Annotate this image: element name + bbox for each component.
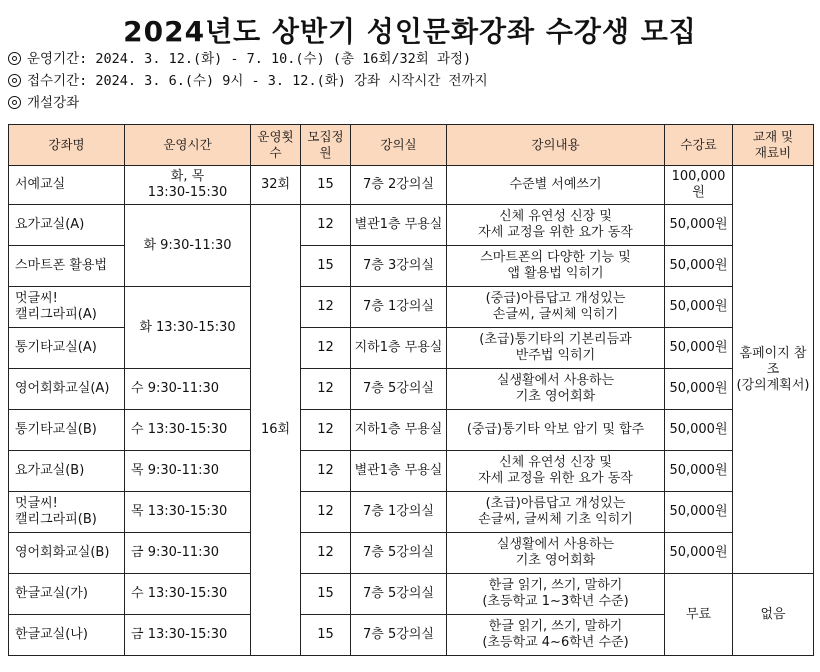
course-content: 신체 유연성 신장 및 자세 교정을 위한 요가 동작	[447, 205, 665, 246]
course-fee: 50,000원	[665, 451, 733, 492]
course-time: 금 9:30-11:30	[125, 533, 251, 574]
course-content: (초급)아름답고 개성있는 손글씨, 글씨체 기초 익히기	[447, 492, 665, 533]
course-room: 7층 5강의실	[351, 533, 447, 574]
course-content: 신체 유연성 신장 및 자세 교정을 위한 요가 동작	[447, 451, 665, 492]
course-capacity: 15	[301, 574, 351, 615]
course-room: 지하1층 무용실	[351, 328, 447, 369]
header-course-name: 강좌명	[9, 125, 125, 166]
course-fee: 50,000원	[665, 287, 733, 328]
course-time: 수 13:30-15:30	[125, 410, 251, 451]
table-row	[9, 410, 814, 451]
course-name: 스마트폰 활용법	[9, 246, 125, 287]
course-capacity: 12	[301, 328, 351, 369]
course-count: 32회	[251, 166, 301, 205]
course-capacity: 15	[301, 615, 351, 656]
course-time: 수 9:30-11:30	[125, 369, 251, 410]
course-content: (중급)아름답고 개성있는 손글씨, 글씨체 익히기	[447, 287, 665, 328]
course-content: (초급)통기타의 기본리듬과 반주법 익히기	[447, 328, 665, 369]
course-name: 통기타교실(B)	[9, 410, 125, 451]
course-fee: 50,000원	[665, 410, 733, 451]
course-capacity: 12	[301, 451, 351, 492]
course-time: 목 13:30-15:30	[125, 492, 251, 533]
double-circle-icon	[8, 74, 21, 87]
course-fee: 50,000원	[665, 205, 733, 246]
course-room: 7층 1강의실	[351, 492, 447, 533]
course-capacity: 15	[301, 166, 351, 205]
course-name: 통기타교실(A)	[9, 328, 125, 369]
course-fee: 100,000원	[665, 166, 733, 205]
course-time: 화, 목 13:30-15:30	[125, 166, 251, 205]
course-name: 요가교실(A)	[9, 205, 125, 246]
course-content: 스마트폰의 다양한 기능 및 앱 활용법 익히기	[447, 246, 665, 287]
course-content: 한글 읽기, 쓰기, 말하기 (초등학교 1~3학년 수준)	[447, 574, 665, 615]
course-material-free: 없음	[733, 574, 814, 656]
info-application-period	[8, 72, 488, 90]
course-room: 7층 1강의실	[351, 287, 447, 328]
course-capacity: 12	[301, 369, 351, 410]
page-title: 2024년도 상반기 성인문화강좌 수강생 모집	[123, 15, 697, 48]
course-room: 7층 5강의실	[351, 369, 447, 410]
course-capacity: 12	[301, 410, 351, 451]
course-fee: 50,000원	[665, 369, 733, 410]
course-capacity: 12	[301, 205, 351, 246]
table-row	[9, 574, 814, 615]
course-room: 별관1층 무용실	[351, 205, 447, 246]
table-row	[9, 166, 814, 205]
course-name: 멋글씨! 캘리그라피(B)	[9, 492, 125, 533]
header-time: 운영시간	[125, 125, 251, 166]
course-time: 화 13:30-15:30	[125, 287, 251, 369]
operating-period-text: 운영기간: 2024. 3. 12.(화) - 7. 10.(수) (총 16회/32회 과정)	[27, 51, 472, 67]
course-capacity: 12	[301, 287, 351, 328]
double-circle-icon	[8, 52, 21, 65]
course-name: 요가교실(B)	[9, 451, 125, 492]
course-material-merged: 홈페이지 참조 (강의계획서)	[733, 166, 814, 574]
header-material: 교재 및 재료비	[733, 125, 814, 166]
course-room: 7층 5강의실	[351, 574, 447, 615]
course-room: 7층 5강의실	[351, 615, 447, 656]
course-capacity: 12	[301, 533, 351, 574]
course-room: 7층 2강의실	[351, 166, 447, 205]
course-content: (중급)통기타 악보 암기 및 합주	[447, 410, 665, 451]
course-content: 수준별 서예쓰기	[447, 166, 665, 205]
course-capacity: 12	[301, 492, 351, 533]
table-row	[9, 492, 814, 533]
course-count-merged: 16회	[251, 205, 301, 656]
course-room: 별관1층 무용실	[351, 451, 447, 492]
course-capacity: 15	[301, 246, 351, 287]
header-room: 강의실	[351, 125, 447, 166]
course-fee: 50,000원	[665, 492, 733, 533]
table-row	[9, 451, 814, 492]
course-fee-merged: 무료	[665, 574, 733, 656]
header-capacity: 모집정원	[301, 125, 351, 166]
table-row	[9, 287, 814, 328]
header-fee: 수강료	[665, 125, 733, 166]
info-operating-period	[8, 50, 471, 68]
course-content: 한글 읽기, 쓰기, 말하기 (초등학교 4~6학년 수준)	[447, 615, 665, 656]
courses-heading-text: 개설강좌	[27, 95, 80, 111]
info-courses-heading	[8, 94, 79, 112]
application-period-text: 접수기간: 2024. 3. 6.(수) 9시 - 3. 12.(화) 강좌 시작시간 전까지	[27, 73, 488, 89]
course-room: 7층 3강의실	[351, 246, 447, 287]
course-time: 화 9:30-11:30	[125, 205, 251, 287]
course-name: 한글교실(나)	[9, 615, 125, 656]
course-fee: 50,000원	[665, 246, 733, 287]
course-name: 영어회화교실(A)	[9, 369, 125, 410]
course-name: 영어회화교실(B)	[9, 533, 125, 574]
header-count: 운영횟수	[251, 125, 301, 166]
course-time: 목 9:30-11:30	[125, 451, 251, 492]
course-time: 금 13:30-15:30	[125, 615, 251, 656]
course-fee: 50,000원	[665, 533, 733, 574]
table-row	[9, 533, 814, 574]
table-row	[9, 205, 814, 246]
course-time: 수 13:30-15:30	[125, 574, 251, 615]
course-name: 멋글씨! 캘리그라피(A)	[9, 287, 125, 328]
table-header-row	[9, 125, 814, 166]
course-content: 실생활에서 사용하는 기초 영어회화	[447, 369, 665, 410]
course-name: 한글교실(가)	[9, 574, 125, 615]
course-fee: 50,000원	[665, 328, 733, 369]
course-table	[8, 124, 814, 656]
course-room: 지하1층 무용실	[351, 410, 447, 451]
course-name: 서예교실	[9, 166, 125, 205]
course-content: 실생활에서 사용하는 기초 영어회화	[447, 533, 665, 574]
header-content: 강의내용	[447, 125, 665, 166]
double-circle-icon	[8, 96, 21, 109]
table-row	[9, 369, 814, 410]
